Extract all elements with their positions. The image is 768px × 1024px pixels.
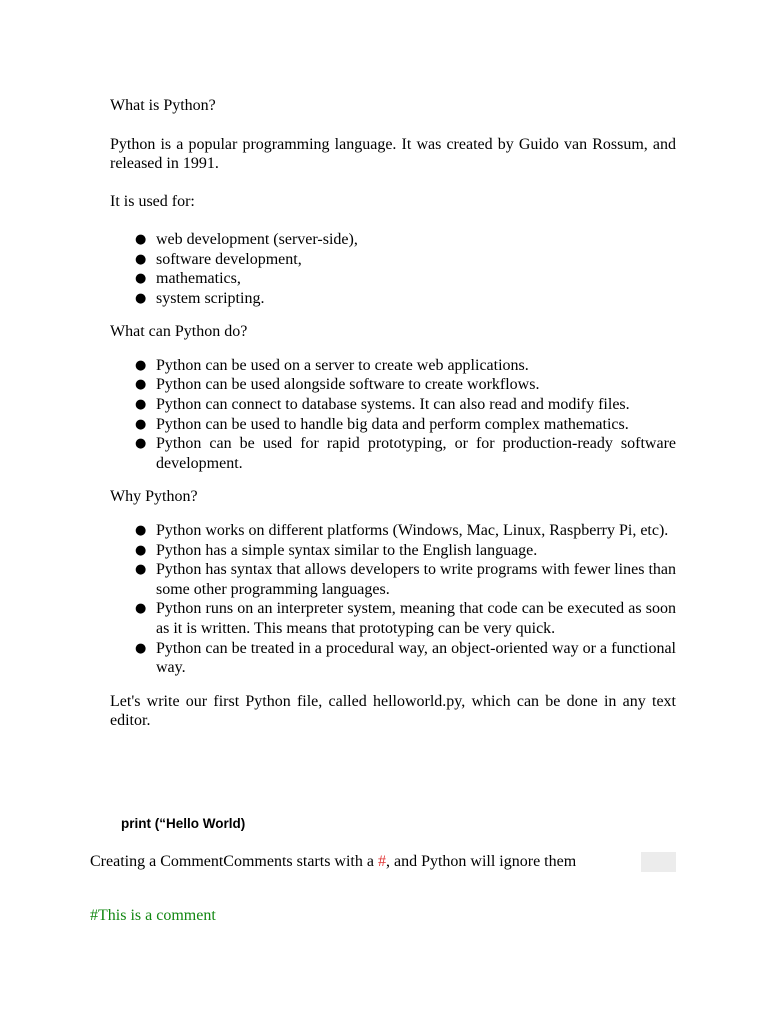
bullet-icon: ● [135,377,147,393]
list-item: ● Python can be used for rapid prototyping, or for production-ready software development. [135,435,676,472]
list-item: ● web development (server-side), [135,231,358,248]
hash-symbol: # [377,853,386,870]
heading-what-can-python-do: What can Python do? [110,323,248,341]
why-python-list [110,521,676,678]
list-item: ● Python works on different platforms (Windows, Mac, Linux, Raspberry Pi, etc). [135,521,669,539]
comment-example: #This is a comment [90,907,216,924]
list-item: ● Python can connect to database systems. It can also read and modify files. [135,396,630,414]
list-item: ● software development, [135,250,302,268]
first-file-paragraph: Let's write our first Python file, called helloworld.py, which can be done in any text editor. [110,692,676,730]
list-item: ● Python can be used to handle big data and perform complex mathematics. [135,415,629,433]
bullet-icon: ● [135,562,147,578]
used-for-label: It is used for: [110,192,195,210]
heading-why-python: Why Python? [110,488,198,506]
list-item: ● Python has syntax that allows developers to write programs with fewer lines than some other programming languages. [135,561,676,598]
list-item: ● Python can be used on a server to create web applications. [135,356,529,374]
bullet-icon: ● [135,542,147,558]
bullet-icon: ● [135,522,147,538]
bullet-icon: ● [135,601,147,617]
bullet-icon: ● [135,416,147,432]
list-item: ● Python has a simple syntax similar to the English language. [135,541,538,559]
comment-explanation: Creating a CommentComments starts with a #, and Python will ignore them [90,853,577,870]
capabilities-list [110,356,676,474]
used-for-list [110,230,676,308]
bullet-icon: ● [135,397,147,413]
code-snippet: print (“Hello World) [121,816,246,831]
bullet-icon: ● [135,271,147,287]
list-item: ● Python runs on an interpreter system, meaning that code can be executed as soon as it is written. This means that prototyping can be very quick. [135,600,676,637]
bullet-icon: ● [135,232,147,247]
document-body [110,96,676,731]
intro-paragraph: Python is a popular programming language. It was created by Guido van Rossum, and released in 1991. [110,135,676,172]
bullet-icon: ● [135,640,147,656]
bullet-icon: ● [135,290,147,306]
bullet-icon: ● [135,251,147,267]
list-item: ● Python can be used alongside software to create workflows. [135,376,540,394]
list-item: ● mathematics, [135,270,241,288]
heading-what-is-python: What is Python? [110,97,216,114]
list-item: ● Python can be treated in a procedural way, an object-oriented way or a functional way. [135,639,676,677]
bullet-icon: ● [135,357,147,373]
list-item: ● system scripting. [135,289,265,307]
bullet-icon: ● [135,436,147,452]
